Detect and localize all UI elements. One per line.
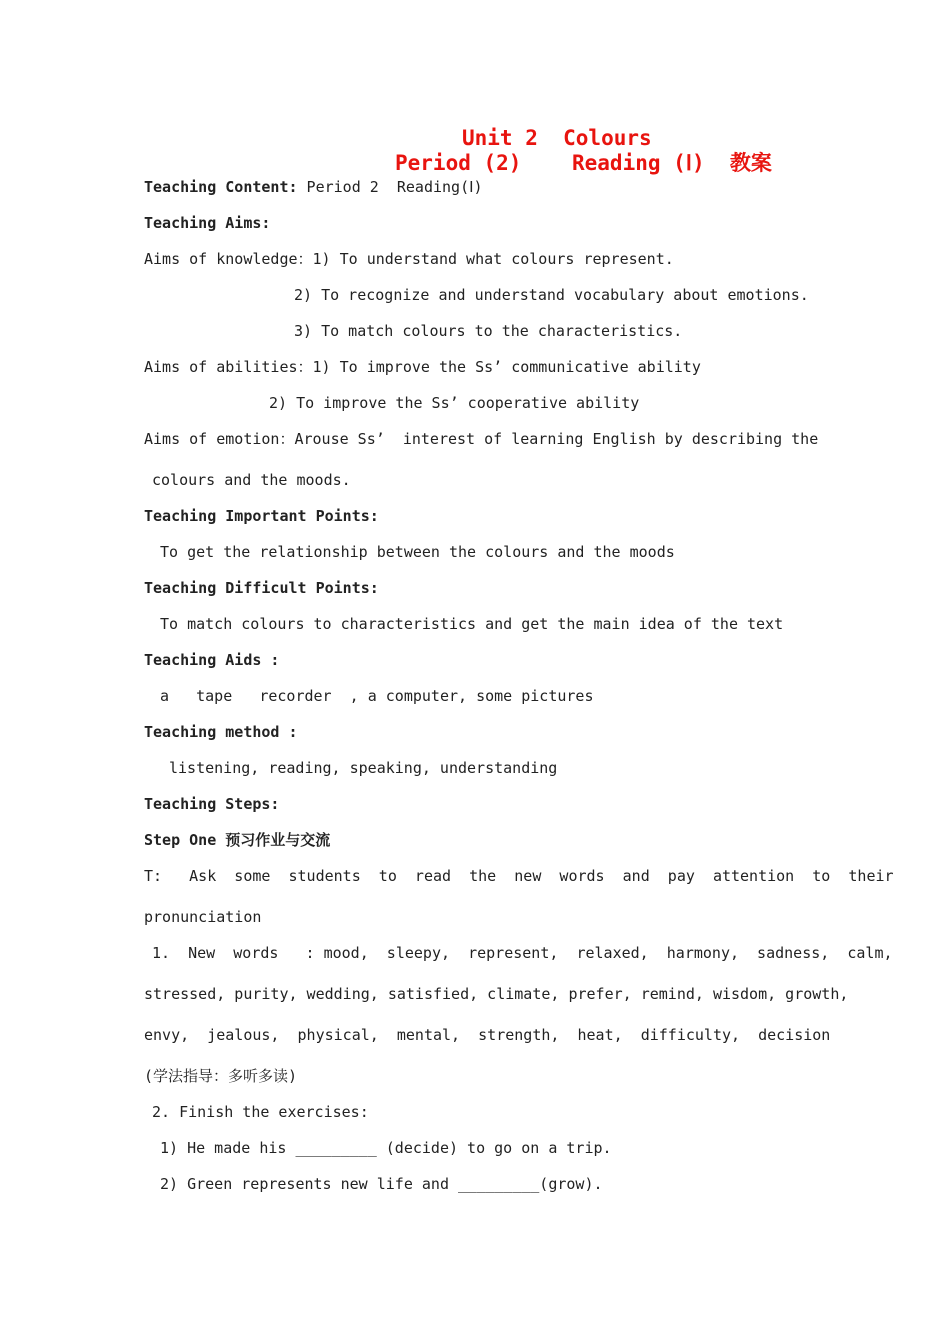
teacher-line-2: pronunciation xyxy=(144,908,262,926)
title-period: Period (2) Reading (Ⅰ) 教案 xyxy=(395,151,772,175)
new-words-line-2-text: stressed, purity, wedding, satisfied, climate, prefer, remind, wisdom, growth, xyxy=(144,985,849,1003)
new-words-line-1 xyxy=(152,943,893,963)
important-points-heading: Teaching Important Points: xyxy=(144,507,379,525)
aims-heading: Teaching Aims: xyxy=(144,214,271,232)
new-words-line-2 xyxy=(144,984,849,1004)
aims-abilities-2: 2) To improve the Ss’ cooperative ability xyxy=(269,394,640,412)
new-words-line-1-text: 1. New words : mood, sleepy, represent, relaxed, harmony, sadness, calm, xyxy=(152,944,893,962)
difficult-points-text: To match colours to characteristics and get the main idea of the text xyxy=(160,615,784,633)
aims-emotion-1 xyxy=(144,429,819,449)
teacher-line-1-text: T: Ask some students to read the new words and pay attention to their xyxy=(144,867,894,885)
aims-knowledge-3: 3) To match colours to the characteristics. xyxy=(294,322,683,340)
teaching-content-label: Teaching Content: xyxy=(144,178,298,196)
aims-abilities-1: Aims of abilities：1) To improve the Ss’ communicative ability xyxy=(144,358,701,376)
teaching-content-value: Period 2 Reading(Ⅰ) xyxy=(297,178,483,196)
steps-heading: Teaching Steps: xyxy=(144,795,280,813)
teaching-content xyxy=(144,177,483,197)
new-words-line-3-text: envy, jealous, physical, mental, strength, heat, difficulty, decision xyxy=(144,1026,831,1044)
new-words-line-3 xyxy=(144,1025,831,1045)
important-points-text: To get the relationship between the colours and the moods xyxy=(160,543,675,561)
study-tip: (学法指导：多听多读) xyxy=(144,1067,298,1085)
exercise-1: 1) He made his _________ (decide) to go on a trip. xyxy=(160,1139,612,1157)
aims-knowledge-1: Aims of knowledge：1) To understand what colours represent. xyxy=(144,250,674,268)
method-heading: Teaching method : xyxy=(144,723,298,741)
title-unit: Unit 2 Colours xyxy=(462,126,652,150)
difficult-points-heading: Teaching Difficult Points: xyxy=(144,579,379,597)
aims-knowledge-2: 2) To recognize and understand vocabulary about emotions. xyxy=(294,286,809,304)
teacher-line-1 xyxy=(144,866,894,886)
aims-emotion-1-text: Aims of emotion：Arouse Ss’ interest of learning English by describing the xyxy=(144,430,819,448)
aims-emotion-2: colours and the moods. xyxy=(152,471,351,489)
aids-heading: Teaching Aids : xyxy=(144,651,280,669)
exercise-2: 2) Green represents new life and _________(grow). xyxy=(160,1175,603,1193)
aids-text: a tape recorder , a computer, some pictures xyxy=(160,687,594,705)
method-text: listening, reading, speaking, understanding xyxy=(169,759,558,777)
exercises-heading: 2. Finish the exercises: xyxy=(152,1103,369,1121)
step-one-heading: Step One 预习作业与交流 xyxy=(144,831,331,849)
